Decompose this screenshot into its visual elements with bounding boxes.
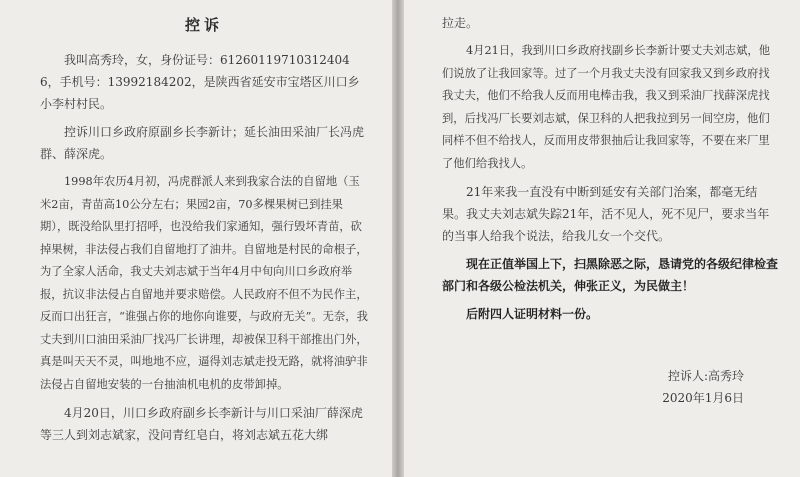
paragraph-search: 4月21日，我到川口乡政府找副乡长李新计要丈夫刘志斌，他们说放了让我回家等。过了一个月我丈夫没有回家我又到乡政府找我丈夫，他们不给我人反而用电棒击我，我又到采油厂找薛深虎找到，后找冯厂长要刘志斌，保卫科的人把我拉到另一间空房，他们同样不但不给找人，反而用皮带狠抽后让我回家等，不要在来厂里了他们给我找人。: [442, 44, 770, 170]
paragraph-identity: 我叫高秀玲，女，身份证号：612601197103124046，手机号：13992184202，是陕西省延安市宝塔区川口乡小李村村民。: [40, 53, 360, 111]
document-page-right: [404, 0, 800, 477]
paragraph-incident: 1998年农历4月初，冯虎群派人来到我家合法的自留地（玉米2亩，青苗高10公分左右；果园2亩，70多棵果树已到挂果期），既没给队里打招呼，也没给我们家通知，强行毁坏青苗，砍掉果树，非法侵占我们自留地打了油井。自留地是村民的命根子，为了全家人活命，我丈夫刘志斌于当年4月中旬向川口乡政府举报，抗议非法侵占自留地并要求赔偿。人民政府不但不为民作主，反而口出狂言，“谁强占你的地你向谁要，与政府无关”。无奈，我丈夫到川口油田采油厂找冯厂长讲理，却被保卫科干部推出门外，真是叫天天不灵，叫地地不应，逼得刘志斌走投无路，就将油驴非法侵占自留地安装的一台抽油机电机的皮带卸掉。: [40, 175, 368, 391]
signature: 控诉人:高秀玲: [667, 369, 744, 383]
paragraph-continuation: 拉走。: [442, 16, 479, 30]
paragraph-petition: 21年来我一直没有中断到延安有关部门治案，都毫无结果。我丈夫刘志斌失踪21年，活不见人，死不见尸，要求当年的当事人给我个说法，给我儿女一个交代。: [442, 185, 770, 243]
document-page-left: [0, 0, 392, 477]
page-gutter: [392, 0, 404, 477]
paragraph-accused: 控诉川口乡政府原副乡长李新计；延长油田采油厂长冯虎群、薛深虎。: [40, 125, 365, 161]
signature-date: 2020年1月6日: [662, 391, 744, 405]
paragraph-appeal: 现在正值举国上下，扫黑除恶之际，恳请党的各级纪律检查部门和各级公检法机关，伸张正义，为民做主！: [442, 257, 779, 293]
paragraph-arrest: 4月20日，川口乡政府副乡长李新计与川口采油厂薛深虎等三人到刘志斌家，没问青红皂白，将刘志斌五花大绑: [40, 406, 363, 442]
page-title: 控诉: [184, 16, 223, 34]
paragraph-attachment: 后附四人证明材料一份。: [466, 307, 599, 321]
